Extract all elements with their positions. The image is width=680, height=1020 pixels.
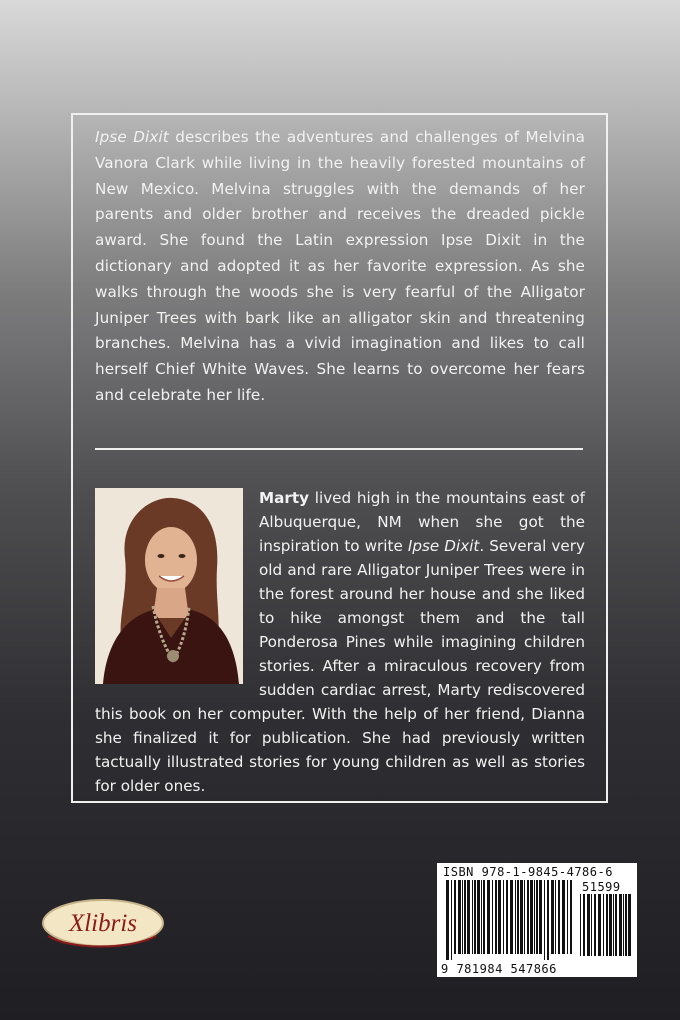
barcode-bar [451,880,452,960]
barcode-bar [492,880,493,954]
barcode-bar [558,880,560,954]
barcode-bar [474,880,476,954]
barcode-bar [483,880,485,954]
barcode-bar [606,894,608,956]
isbn-label: ISBN 978-1-9845-4786-6 [443,865,613,879]
ean-barcode-bars [445,880,575,962]
barcode-bar [547,880,549,960]
barcode-bar [591,894,592,956]
barcode-bar [527,880,529,954]
barcode-bar [454,880,456,954]
bio-text-2: . Several very old and rare Alligator Juniper Trees were in the forest around her house and she liked to hike amongst them and the tall Ponderosa Pines while imagining children stories. After a miraculous recovery from sudden cardiac arrest, Marty rediscovered this book on her computer. With the help of her friend, Dianna she finalized it for publication. She had previously written tactually illustrated stories for young children as well as stories for older ones. [95,537,585,795]
barcode-bar [467,880,470,954]
barcode-bar [530,880,533,954]
bio-book-title: Ipse Dixit [407,537,480,555]
description-text: describes the adventures and challenges of Melvina Vanora Clark while living in the heavily forested mountains of New Mexico. Melvina struggles with the demands of her parents and older brother and receives the dreaded pickle award. She found the Latin expression Ipse Dixit in the dictionary and adopted it as her favorite expression. As she walks through the woods she is very fearful of the Alligator Juniper Trees with bark like an alligator skin and threatening branches. Melvina has a vivid imagination and likes to call herself Chief White Waves. She learns to overcome her fears and celebrate her life. [95,128,586,404]
barcode-bar [446,880,449,960]
barcode-bar [598,894,601,956]
barcode-bar [628,894,631,956]
barcode-bar [587,894,590,956]
author-bio [95,486,585,798]
description-title: Ipse Dixit [95,128,169,146]
barcode-bar [609,894,612,956]
barcode-bar [498,880,501,954]
barcode-bar [524,880,525,954]
barcode-bar [462,880,463,954]
xlibris-logo [40,896,166,954]
barcode-bar [544,880,545,960]
barcode-bar [539,880,542,954]
barcode-bar [520,880,523,954]
barcode-bar [464,880,466,954]
section-divider [95,448,583,450]
barcode-digits: 9 781984 547866 [441,962,557,976]
barcode-bar [536,880,538,954]
barcode-bar [472,880,473,954]
barcode-bar [580,894,581,956]
barcode-bar [534,880,535,954]
barcode-bar [615,894,617,956]
barcode-bar [551,880,554,954]
bio-text-1: lived high in the mountains east of Albuquerque, NM when she got the inspiration to write [259,489,585,555]
barcode-bar [594,894,596,956]
barcode-bar [613,894,614,956]
author-name: Marty [259,489,310,507]
barcode-bar [570,880,572,954]
price-barcode-bars [579,894,631,962]
barcode-bar [510,880,513,954]
barcode-bar [619,894,622,956]
barcode-bar [487,880,490,954]
barcode-bar [517,880,519,954]
barcode-bar [583,894,585,956]
barcode-bar [506,880,508,954]
barcode-bar [603,894,604,956]
barcode-bar [625,894,627,956]
barcode-bar [555,880,556,954]
publisher-logo-image [40,896,166,950]
book-description [95,125,585,409]
barcode-bar [458,880,461,954]
barcode-bar [503,880,504,954]
barcode-bar [481,880,482,954]
barcode-bar [567,880,568,954]
barcode-bar [562,880,565,954]
logo-text: Xlibris [68,910,138,937]
barcode-bar [515,880,516,954]
isbn-barcode [437,863,637,977]
barcode-bar [477,880,480,954]
price-code: 51599 [582,880,621,894]
barcode-bar [623,894,624,956]
barcode-bar [495,880,497,954]
